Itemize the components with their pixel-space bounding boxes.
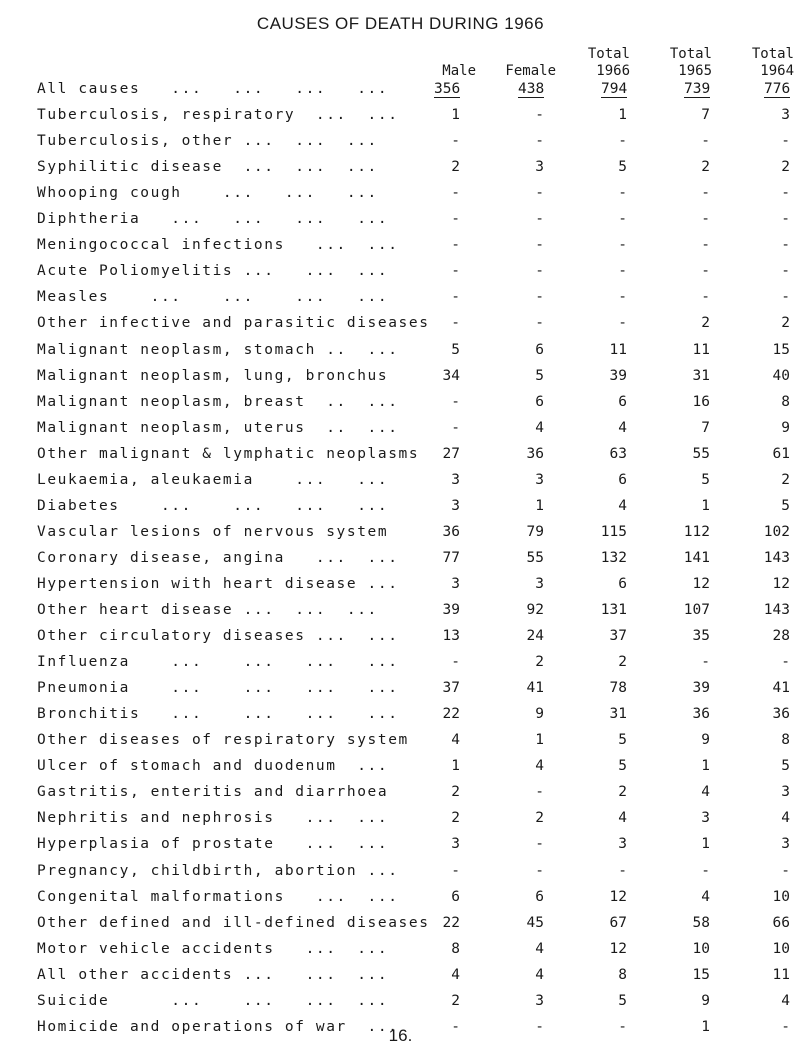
cell-total-1964: 61 — [772, 445, 790, 462]
cell-total-1964: 11 — [772, 966, 790, 983]
cell-total-1965: 7 — [701, 107, 710, 124]
table-row — [0, 654, 801, 676]
cell-total-1964: 102 — [763, 523, 790, 540]
cell-female: - — [535, 862, 544, 879]
table-row — [0, 211, 801, 233]
row-label: Malignant neoplasm, lung, bronchus — [37, 367, 389, 384]
row-label: Acute Poliomyelitis ... ... ... — [37, 263, 389, 280]
cell-total-1966: 5 — [618, 159, 627, 176]
cell-female: 6 — [535, 393, 544, 410]
cell-total-1966: 4 — [618, 497, 627, 514]
table-row — [0, 889, 801, 911]
cell-total-1966: - — [618, 133, 627, 150]
table-row — [0, 107, 801, 129]
cell-male: 39 — [442, 602, 460, 618]
table-row — [0, 472, 801, 494]
cell-male: - — [451, 862, 460, 879]
cell-total-1966: 2 — [618, 654, 627, 671]
row-label: Influenza ... ... ... ... — [37, 654, 399, 671]
cell-male: - — [451, 211, 460, 228]
row-label: Whooping cough ... ... ... — [37, 185, 378, 202]
cell-total-1964: - — [781, 289, 790, 306]
cell-total-1964: 8 — [781, 732, 790, 749]
cell-total-1966: - — [618, 237, 627, 254]
row-label: Hyperplasia of prostate ... ... — [37, 836, 389, 853]
cell-total-1965: 39 — [692, 680, 710, 697]
cell-female: - — [535, 107, 544, 124]
cell-female: - — [535, 1018, 544, 1035]
cell-male: 2 — [451, 810, 460, 827]
cell-total-1966: 63 — [609, 445, 627, 462]
cell-female: 2 — [535, 810, 544, 827]
cell-female: 36 — [526, 445, 544, 462]
row-label: Malignant neoplasm, uterus .. ... — [37, 419, 399, 436]
cell-total-1964: 4 — [781, 992, 790, 1009]
table-row — [0, 941, 801, 963]
row-label: Ulcer of stomach and duodenum ... — [37, 758, 389, 775]
cell-total-1964: 36 — [772, 706, 790, 723]
cell-total-1965: - — [701, 133, 710, 150]
cell-total-1966: 794 — [601, 81, 628, 97]
row-label: Bronchitis ... ... ... ... — [37, 706, 399, 723]
cell-total-1965: 35 — [692, 628, 710, 645]
row-label: Homicide and operations of war ... — [37, 1018, 399, 1035]
cell-total-1964: 2 — [781, 315, 790, 332]
row-label: Vascular lesions of nervous system — [37, 523, 389, 540]
table-row — [0, 732, 801, 754]
cell-total-1965: 3 — [701, 810, 710, 827]
table-row — [0, 368, 801, 390]
cell-total-1966: 3 — [618, 836, 627, 853]
cell-total-1966: 6 — [618, 471, 627, 488]
cell-female: 3 — [535, 992, 544, 1009]
cell-total-1964: 8 — [781, 393, 790, 410]
cell-female: 5 — [535, 367, 544, 384]
cell-total-1965: 2 — [701, 159, 710, 176]
cell-female: - — [535, 185, 544, 202]
table-row — [0, 446, 801, 468]
table-row — [0, 185, 801, 207]
cell-male: 8 — [451, 940, 460, 957]
table-row — [0, 915, 801, 937]
row-label: Other defined and ill-defined diseases — [37, 914, 430, 931]
cell-female: - — [535, 237, 544, 254]
cell-male: 4 — [451, 732, 460, 749]
cell-female: 92 — [526, 602, 544, 618]
header-total-1964-bottom: 1964 — [760, 63, 794, 79]
page-number: 16. — [388, 1026, 413, 1045]
cell-total-1966: 12 — [609, 888, 627, 905]
header-total-1966-bottom: 1966 — [596, 63, 630, 79]
page-title: CAUSES OF DEATH DURING 1966 — [256, 14, 545, 33]
cell-total-1966: - — [618, 263, 627, 280]
cell-total-1965: 1 — [701, 836, 710, 853]
cell-female: - — [535, 784, 544, 801]
row-label: Tuberculosis, respiratory ... ... — [37, 107, 399, 124]
row-label: All other accidents ... ... ... — [37, 966, 389, 983]
cell-male: 3 — [451, 836, 460, 853]
cell-total-1964: - — [781, 133, 790, 150]
row-label: Other heart disease ... ... ... — [37, 602, 378, 618]
cell-male: 3 — [451, 575, 460, 592]
cell-total-1965: - — [701, 211, 710, 228]
cell-male: - — [451, 263, 460, 280]
cell-total-1966: 6 — [618, 575, 627, 592]
cell-total-1965: 31 — [692, 367, 710, 384]
cell-male: 34 — [442, 367, 460, 384]
cell-female: - — [535, 836, 544, 853]
cell-male: 2 — [451, 992, 460, 1009]
row-label: Other malignant & lymphatic neoplasms — [37, 445, 420, 462]
cell-total-1964: 2 — [781, 471, 790, 488]
cell-female: 1 — [535, 732, 544, 749]
cell-total-1965: 1 — [701, 758, 710, 775]
cell-male: 13 — [442, 628, 460, 645]
row-label: Leukaemia, aleukaemia ... ... — [37, 471, 389, 488]
row-label: Other diseases of respiratory system — [37, 732, 409, 749]
table-row — [0, 967, 801, 989]
table-row — [0, 993, 801, 1015]
table-row — [0, 784, 801, 806]
cell-total-1965: 55 — [692, 445, 710, 462]
header-male: Male — [442, 63, 476, 79]
cell-total-1965: 7 — [701, 419, 710, 436]
cell-male: 22 — [442, 914, 460, 931]
cell-total-1965: 739 — [684, 81, 711, 97]
cell-total-1964: 28 — [772, 628, 790, 645]
cell-total-1964: - — [781, 211, 790, 228]
table-row — [0, 836, 801, 858]
row-label: Coronary disease, angina ... ... — [37, 549, 399, 566]
table-row — [0, 680, 801, 702]
cell-total-1965: 36 — [692, 706, 710, 723]
cell-female: 9 — [535, 706, 544, 723]
cell-female: 24 — [526, 628, 544, 645]
cell-total-1966: - — [618, 289, 627, 306]
cell-total-1964: 10 — [772, 888, 790, 905]
cell-total-1966: 67 — [609, 914, 627, 931]
cell-total-1964: 3 — [781, 836, 790, 853]
cell-total-1965: 112 — [683, 523, 710, 540]
cell-total-1966: 5 — [618, 732, 627, 749]
cell-total-1964: 66 — [772, 914, 790, 931]
cell-female: - — [535, 289, 544, 306]
cell-male: 37 — [442, 680, 460, 697]
table-row — [0, 810, 801, 832]
cell-male: - — [451, 654, 460, 671]
row-label: Other infective and parasitic diseases — [37, 315, 430, 332]
cell-female: 79 — [526, 523, 544, 540]
cell-male: - — [451, 133, 460, 150]
table-row — [0, 133, 801, 155]
cell-total-1964: 9 — [781, 419, 790, 436]
cell-female: 6 — [535, 888, 544, 905]
table-row — [0, 524, 801, 546]
cell-total-1964: 41 — [772, 680, 790, 697]
row-label: Malignant neoplasm, stomach .. ... — [37, 341, 399, 358]
cell-male: 77 — [442, 549, 460, 566]
header-total-1965-top: Total — [669, 46, 712, 62]
row-label: All causes ... ... ... ... — [37, 81, 389, 97]
cell-total-1964: - — [781, 862, 790, 879]
row-label: Motor vehicle accidents ... ... — [37, 940, 389, 957]
cell-total-1964: 2 — [781, 159, 790, 176]
row-label: Hypertension with heart disease ... — [37, 575, 399, 592]
cell-total-1965: 4 — [701, 784, 710, 801]
cell-total-1966: 2 — [618, 784, 627, 801]
cell-total-1965: - — [701, 862, 710, 879]
cell-male: 22 — [442, 706, 460, 723]
cell-female: 41 — [526, 680, 544, 697]
cell-total-1965: 5 — [701, 471, 710, 488]
cell-male: 3 — [451, 471, 460, 488]
cell-total-1966: 4 — [618, 810, 627, 827]
cell-female: 2 — [535, 654, 544, 671]
cell-total-1965: - — [701, 289, 710, 306]
table-row — [0, 420, 801, 442]
cell-total-1964: - — [781, 237, 790, 254]
cell-total-1966: 4 — [618, 419, 627, 436]
cell-total-1964: 143 — [763, 602, 790, 618]
cell-total-1966: 6 — [618, 393, 627, 410]
cell-total-1966: 5 — [618, 992, 627, 1009]
cell-total-1966: 12 — [609, 940, 627, 957]
cell-female: - — [535, 315, 544, 332]
table-row — [0, 81, 801, 103]
cell-female: 4 — [535, 940, 544, 957]
cell-total-1965: 1 — [701, 497, 710, 514]
cell-male: 6 — [451, 888, 460, 905]
table-row — [0, 706, 801, 728]
table-row — [0, 758, 801, 780]
cell-total-1964: 40 — [772, 367, 790, 384]
cell-male: 5 — [451, 341, 460, 358]
row-label: Pregnancy, childbirth, abortion ... — [37, 862, 399, 879]
cell-female: 4 — [535, 758, 544, 775]
cell-female: 3 — [535, 575, 544, 592]
cell-female: - — [535, 263, 544, 280]
cell-total-1966: 131 — [600, 602, 627, 618]
table-row — [0, 628, 801, 650]
cell-total-1966: 5 — [618, 758, 627, 775]
cell-total-1966: - — [618, 315, 627, 332]
cell-female: - — [535, 211, 544, 228]
cell-male: - — [451, 237, 460, 254]
cell-male: 36 — [442, 523, 460, 540]
cell-total-1964: 143 — [763, 549, 790, 566]
cell-male: - — [451, 289, 460, 306]
table-row — [0, 576, 801, 598]
cell-total-1966: 1 — [618, 107, 627, 124]
cell-male: 1 — [451, 758, 460, 775]
header-total-1966-top: Total — [587, 46, 630, 62]
cell-total-1965: - — [701, 185, 710, 202]
cell-total-1964: - — [781, 263, 790, 280]
header-total-1965-bottom: 1965 — [678, 63, 712, 79]
cell-total-1965: 11 — [692, 341, 710, 358]
row-label: Gastritis, enteritis and diarrhoea — [37, 784, 389, 801]
row-label: Malignant neoplasm, breast .. ... — [37, 393, 399, 410]
cell-total-1965: 2 — [701, 315, 710, 332]
row-label: Meningococcal infections ... ... — [37, 237, 399, 254]
cell-total-1965: 9 — [701, 732, 710, 749]
cell-female: 55 — [526, 549, 544, 566]
cell-total-1964: - — [781, 185, 790, 202]
table-row — [0, 863, 801, 885]
cell-total-1964: - — [781, 1018, 790, 1035]
cell-male: 2 — [451, 784, 460, 801]
cell-male: - — [451, 419, 460, 436]
cell-male: 27 — [442, 445, 460, 462]
cell-total-1966: - — [618, 185, 627, 202]
cell-total-1965: 141 — [683, 549, 710, 566]
cell-total-1966: - — [618, 1018, 627, 1035]
cell-total-1965: 16 — [692, 393, 710, 410]
row-label: Diabetes ... ... ... ... — [37, 497, 389, 514]
row-label: Measles ... ... ... ... — [37, 289, 389, 306]
cell-total-1966: 8 — [618, 966, 627, 983]
cell-total-1964: 5 — [781, 497, 790, 514]
cell-total-1964: - — [781, 654, 790, 671]
header-total-1964-top: Total — [751, 46, 794, 62]
cell-total-1964: 10 — [772, 940, 790, 957]
row-label: Diphtheria ... ... ... ... — [37, 211, 389, 228]
cell-total-1966: 39 — [609, 367, 627, 384]
cell-male: - — [451, 185, 460, 202]
cell-total-1964: 3 — [781, 107, 790, 124]
row-label: Nephritis and nephrosis ... ... — [37, 810, 389, 827]
cell-total-1966: 78 — [609, 680, 627, 697]
cell-male: 4 — [451, 966, 460, 983]
cell-total-1965: 1 — [701, 1018, 710, 1035]
cell-total-1965: - — [701, 237, 710, 254]
row-label: Suicide ... ... ... ... — [37, 992, 389, 1009]
cell-total-1965: 107 — [683, 602, 710, 618]
cell-total-1966: 31 — [609, 706, 627, 723]
cell-total-1965: - — [701, 654, 710, 671]
cell-total-1965: - — [701, 263, 710, 280]
cell-male: - — [451, 393, 460, 410]
table-row — [0, 602, 801, 624]
cell-total-1965: 12 — [692, 575, 710, 592]
cell-female: 1 — [535, 497, 544, 514]
cell-total-1966: 115 — [600, 523, 627, 540]
table-row — [0, 498, 801, 520]
cell-female: 438 — [518, 81, 545, 97]
cell-male: 3 — [451, 497, 460, 514]
cell-total-1966: - — [618, 862, 627, 879]
table-row — [0, 289, 801, 311]
cell-female: 4 — [535, 966, 544, 983]
cell-female: - — [535, 133, 544, 150]
cell-male: 356 — [434, 81, 461, 97]
cell-total-1965: 10 — [692, 940, 710, 957]
cell-total-1964: 776 — [764, 81, 791, 97]
table-row — [0, 159, 801, 181]
cell-female: 6 — [535, 341, 544, 358]
cell-male: - — [451, 1018, 460, 1035]
cell-female: 4 — [535, 419, 544, 436]
cell-total-1966: 132 — [600, 549, 627, 566]
cell-total-1964: 12 — [772, 575, 790, 592]
table-row — [0, 394, 801, 416]
table-row — [0, 237, 801, 259]
cell-total-1964: 3 — [781, 784, 790, 801]
cell-total-1966: - — [618, 211, 627, 228]
cell-total-1964: 4 — [781, 810, 790, 827]
cell-total-1965: 9 — [701, 992, 710, 1009]
row-label: Other circulatory diseases ... ... — [37, 628, 399, 645]
cell-female: 3 — [535, 471, 544, 488]
cell-male: 1 — [451, 107, 460, 124]
cell-total-1966: 11 — [609, 341, 627, 358]
table-row — [0, 342, 801, 364]
row-label: Pneumonia ... ... ... ... — [37, 680, 399, 697]
cell-female: 45 — [526, 914, 544, 931]
row-label: Syphilitic disease ... ... ... — [37, 159, 378, 176]
cell-total-1965: 15 — [692, 966, 710, 983]
cell-total-1965: 4 — [701, 888, 710, 905]
cell-male: - — [451, 315, 460, 332]
row-label: Tuberculosis, other ... ... ... — [37, 133, 378, 150]
table-row — [0, 315, 801, 337]
cell-total-1964: 5 — [781, 758, 790, 775]
table-row — [0, 550, 801, 572]
row-label: Congenital malformations ... ... — [37, 888, 399, 905]
cell-total-1966: 37 — [609, 628, 627, 645]
cell-total-1964: 15 — [772, 341, 790, 358]
header-female: Female — [505, 63, 556, 79]
cell-female: 3 — [535, 159, 544, 176]
cell-male: 2 — [451, 159, 460, 176]
cell-total-1965: 58 — [692, 914, 710, 931]
table-row — [0, 263, 801, 285]
